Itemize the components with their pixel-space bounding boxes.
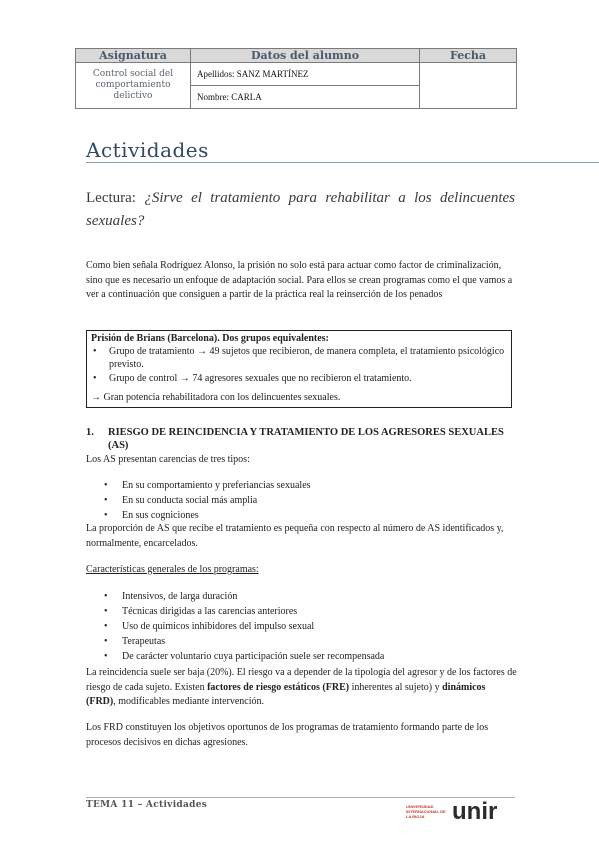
as-list — [86, 478, 516, 523]
study-box — [86, 330, 512, 408]
header-name: Nombre: CARLA — [191, 86, 420, 109]
header-col-subject: Asignatura — [76, 49, 191, 63]
unir-logo — [406, 800, 518, 826]
lectura-prefix: Lectura: — [86, 190, 145, 206]
reincidence-text-2: inherentes al sujeto) y — [349, 681, 443, 693]
lectura-question: ¿Sirve el tratamiento para rehabilitar a los delincuentes sexuales? — [86, 190, 515, 229]
as-intro: Los AS presentan carencias de tres tipos: — [86, 454, 250, 465]
list-item: • Intensivos, de larga duración — [86, 589, 516, 604]
section-heading — [86, 426, 506, 452]
frd-term: dinámicos (FRD) — [86, 681, 486, 707]
header-date-cell — [420, 63, 517, 109]
proportion-paragraph: La proporción de AS que recibe el tratamiento es pequeña con respecto al número de AS identificados y, normalmente, encarcelados. — [86, 523, 504, 549]
footer-divider — [86, 797, 515, 798]
study-box-list — [91, 345, 507, 385]
section-title: RIESGO DE REINCIDENCIA Y TRATAMIENTO DE LOS AGRESORES SEXUALES (AS) — [108, 427, 504, 451]
section-number: 1. — [86, 427, 94, 438]
logo-university-text: UNIVERSIDAD INTERNACIONAL DE LA RIOJA — [406, 804, 446, 819]
page-title: Actividades — [86, 138, 209, 162]
header-table — [75, 48, 517, 109]
list-item: • Grupo de tratamiento → 49 sujetos que recibieron, de manera completa, el tratamiento psicológico previsto. — [91, 345, 507, 371]
fre-term: factores de riesgo estáticos (FRE) — [207, 681, 350, 693]
list-item: • Grupo de control → 74 agresores sexuales que no recibieron el tratamiento. — [91, 372, 507, 385]
header-col-student: Datos del alumno — [191, 49, 420, 63]
list-item: • De carácter voluntario cuya participación suele ser recompensada — [86, 649, 516, 664]
reincidence-text-1: La reincidencia suele ser baja (20%). El riesgo va a depender de la tipología del agresor y de los factores de riesgo de cada sujeto. Existen — [86, 667, 517, 693]
list-item: • Técnicas dirigidas a las carencias anteriores — [86, 604, 516, 619]
header-subject: Control social del comportamiento delictivo — [76, 63, 191, 109]
programs-heading — [86, 563, 517, 578]
intro-paragraph: Como bien señala Rodríguez Alonso, la prisión no solo está para actuar como factor de criminalización, sino que es necesario un enfoque de adaptación social. Para ellos se crean programas como el que vamos a ver a continuación que consiguen a partir de la práctica real la reinserción de los penados — [86, 260, 513, 300]
list-item: • En su conducta social más amplia — [86, 493, 516, 508]
frd-paragraph: Los FRD constituyen los objetivos oportunos de los programas de tratamiento formando parte de los procesos decisivos en dichas agresiones. — [86, 722, 489, 748]
title-divider — [86, 162, 599, 163]
study-box-conclusion: → Gran potencia rehabilitadora con los delincuentes sexuales. — [91, 392, 341, 403]
list-item: • En sus cogniciones — [86, 508, 516, 523]
programs-list — [86, 589, 516, 664]
list-item: • En su comportamiento y preferiancias sexuales — [86, 478, 516, 493]
logo-wordmark: unir — [452, 798, 498, 825]
header-col-date: Fecha — [420, 49, 517, 63]
list-item: • Terapeutas — [86, 634, 516, 649]
list-item: • Uso de químicos inhibidores del impulso sexual — [86, 619, 516, 634]
programs-heading-text: Características generales de los programas: — [86, 564, 259, 575]
footer-label: TEMA 11 – Actividades — [86, 800, 208, 810]
lectura-heading — [86, 187, 515, 233]
study-box-heading: Prisión de Brians (Barcelona). Dos grupos equivalentes: — [91, 333, 329, 344]
header-surnames: Apellidos: SANZ MARTÍNEZ — [191, 63, 420, 86]
reincidence-paragraph — [86, 666, 517, 710]
reincidence-text-3: , modificables mediante intervención. — [113, 696, 264, 707]
